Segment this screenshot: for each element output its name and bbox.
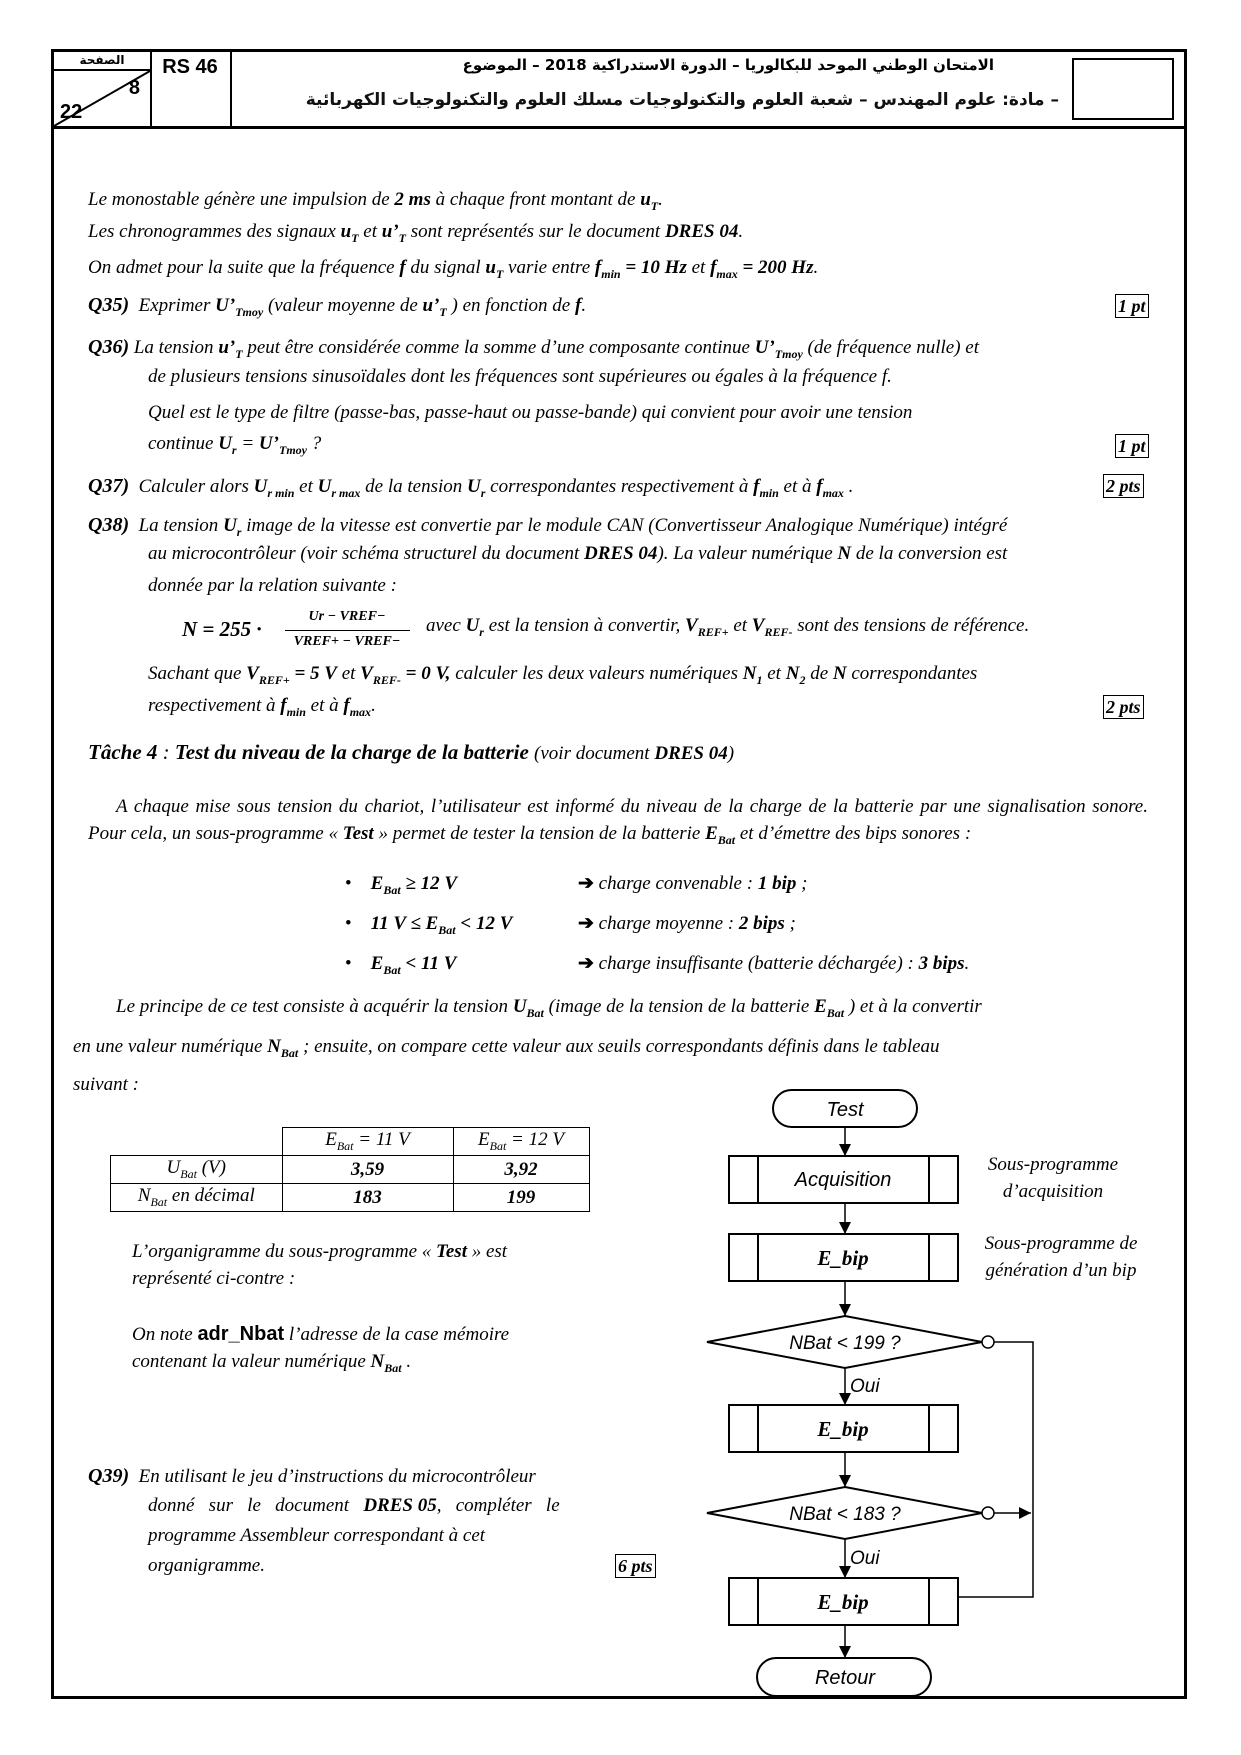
q38-line-5: respectivement à $f_{min}$ et à $f_{max}$.: [148, 695, 376, 719]
bip-label-3: E_bip: [817, 1590, 869, 1614]
table-row-label: $N_{Bat}$ en décimal: [111, 1184, 283, 1212]
bullet-1: • $E_{Bat} \ge 12$ V: [345, 873, 458, 897]
acquisition-note-1: Sous-programme: [987, 1154, 1119, 1175]
oui-label-1: Oui: [850, 1376, 880, 1397]
q36-line-3: Quel est le type de filtre (passe-bas, passe-haut ou passe-bande) qui convient pour avoir une tension: [148, 402, 913, 423]
table-cell: 3,59: [282, 1156, 453, 1184]
header-title-line1: الامتحان الوطني الموحد للبكالوريا – الدورة الاستدراكية 2018 – الموضوع: [462, 56, 994, 74]
bullet-2-result: ➔ charge moyenne : 2 bips ;: [578, 913, 796, 934]
table-cell: 199: [453, 1184, 589, 1212]
q39-line-1: Q39) En utilisant le jeu d’instructions du microcontrôleur: [88, 1465, 536, 1487]
task4-paragraph-2c: suivant :: [73, 1074, 139, 1095]
q36-line-1: Q36) La tension $u’_T$ peut être considérée comme la somme d’une composante continue $U’_{Tmoy}$ (de fréquence nulle) et: [88, 336, 979, 361]
q38-points: 2 pts: [1103, 695, 1144, 719]
bullet-2: • 11 $V \le E_{Bat} < 12$ V: [345, 913, 513, 937]
start-label: Test: [826, 1099, 864, 1121]
q35: Q35) Exprimer $U’_{Tmoy}$ (valeur moyenne de $u’_T$ ) en fonction de f.: [88, 294, 587, 319]
task4-prefix: Tâche 4: [88, 740, 158, 764]
q37-points: 2 pts: [1103, 474, 1144, 498]
q36-number: Q36): [88, 336, 130, 358]
end-label: Retour: [814, 1667, 876, 1689]
organigram-text-2: représenté ci-contre :: [132, 1268, 296, 1289]
q38-line-2: au microcontrôleur (voir schéma structurel du document DRES 04). La valeur numérique N de la conversion est: [148, 543, 1008, 564]
table-cell: 3,92: [453, 1156, 589, 1184]
bullet-3-result: ➔ charge insuffisante (batterie déchargée) : 3 bips.: [578, 953, 970, 974]
bip-label-2: E_bip: [817, 1417, 869, 1441]
intro-line-1: Le monostable génère une impulsion de 2 ms à chaque front montant de $u_T$.: [88, 189, 663, 213]
page-label: الصفحة: [54, 52, 150, 71]
task4-heading: Tâche 4 : Test du niveau de la charge de la batterie (voir document DRES 04): [88, 740, 735, 764]
page-number: 8: [128, 77, 140, 99]
table-col-header: $E_{Bat} = 12$ V: [453, 1128, 589, 1156]
intro-line-2: Les chronogrammes des signaux $u_T$ et $u’_T$ sont représentés sur le document DRES 04.: [88, 221, 744, 245]
task4-paragraph-2b: en une valeur numérique $N_{Bat}$ ; ensuite, on compare cette valeur aux seuils correspondants définis dans le tableau: [73, 1036, 940, 1060]
q35-points: 1 pt: [1115, 294, 1149, 318]
formula-denominator: VREF+ − VREF−: [293, 634, 401, 649]
q36-points: 1 pt: [1115, 434, 1149, 458]
formula-lhs: N = 255 ·: [182, 617, 262, 641]
acquisition-label: Acquisition: [794, 1169, 892, 1191]
decision-1-label: NBat < 199 ?: [789, 1333, 901, 1354]
bullet-1-result: ➔ charge convenable : 1 bip ;: [578, 873, 808, 894]
bullet-3: • $E_{Bat} < 11$ V: [345, 953, 457, 977]
intro-line-3: On admet pour la suite que la fréquence f du signal $u_T$ varie entre $f_{min} = 10$ Hz et $f_{max} = 200$ Hz.: [88, 257, 819, 281]
q39-line-3: programme Assembleur correspondant à cet: [148, 1525, 486, 1546]
q38-number: Q38): [88, 514, 130, 536]
page-total: 22: [60, 101, 83, 123]
task4-paragraph-1: A chaque mise sous tension du chariot, l’utilisateur est informé du niveau de la charge de la batterie par une signalisation sonore. Pour cela, un sous-programme « Test » permet de tester la tension de la batterie $E_{Bat}$ et d’émettre des bips sonores :: [88, 796, 1148, 847]
formula-numerator: Ur − VREF−: [308, 609, 386, 624]
bip-label-1: E_bip: [817, 1246, 869, 1270]
q39-line-2: donné sur le document DRES 05, compléter le: [148, 1495, 560, 1516]
address-text-2: contenant la valeur numérique $N_{Bat}$ .: [132, 1351, 412, 1375]
q39-points: 6 pts: [615, 1554, 656, 1578]
organigram-text-1: L’organigramme du sous-programme « Test » est: [132, 1241, 508, 1262]
decision-2-label: NBat < 183 ?: [789, 1504, 901, 1525]
q39-line-4: organigramme.: [148, 1555, 265, 1576]
q36-line-2: de plusieurs tensions sinusoïdales dont les fréquences sont supérieures ou égales à la fréquence f.: [148, 366, 892, 387]
table-cell: 183: [282, 1184, 453, 1212]
bip-note-2: génération d’un bip: [985, 1260, 1137, 1281]
formula-description: avec $U_r$ est la tension à convertir, $V_{REF+}$ et $V_{REF-}$ sont des tensions de référence.: [426, 615, 1030, 639]
header-title-line2: – مادة: علوم المهندس – شعبة العلوم والتكنولوجيات مسلك العلوم والتكنولوجيات الكهربائية: [305, 90, 1059, 110]
q38-line-1: Q38) La tension $U_r$ image de la vitesse est convertie par le module CAN (Convertisseur Analogique Numérique) intégré: [88, 514, 1008, 539]
acquisition-note-2: d’acquisition: [1002, 1181, 1104, 1202]
task4-paragraph-2a: Le principe de ce test consiste à acquérir la tension $U_{Bat}$ (image de la tension de la batterie $E_{Bat}$ ) et à la convertir: [116, 996, 982, 1020]
table-col-header: $E_{Bat} = 11$ V: [282, 1128, 453, 1156]
q37: Q37) Calculer alors $U_{r min}$ et $U_{r max}$ de la tension $U_r$ correspondantes respectivement à $f_{min}$ et à $f_{max}$ .: [88, 475, 854, 500]
q37-number: Q37): [88, 475, 130, 497]
bip-note-1: Sous-programme de: [984, 1233, 1138, 1254]
q39-number: Q39): [88, 1465, 130, 1487]
oui-label-2: Oui: [850, 1548, 880, 1569]
q38-line-4: Sachant que $V_{REF+} = 5$ V et $V_{REF-} = 0$ V, calculer les deux valeurs numériques $N_1$ et $N_2$ de N correspondantes: [148, 663, 978, 687]
q38-line-3: donnée par la relation suivante :: [148, 575, 397, 596]
q35-number: Q35): [88, 294, 130, 316]
address-text-1: On note adr_Nbat l’adresse de la case mémoire: [132, 1323, 510, 1345]
table-row-label: $U_{Bat}$ (V): [111, 1156, 283, 1184]
q36-line-4: continue $U_r$ = $U’_{Tmoy}$ ?: [148, 433, 322, 457]
exam-code: RS 46: [162, 56, 218, 78]
